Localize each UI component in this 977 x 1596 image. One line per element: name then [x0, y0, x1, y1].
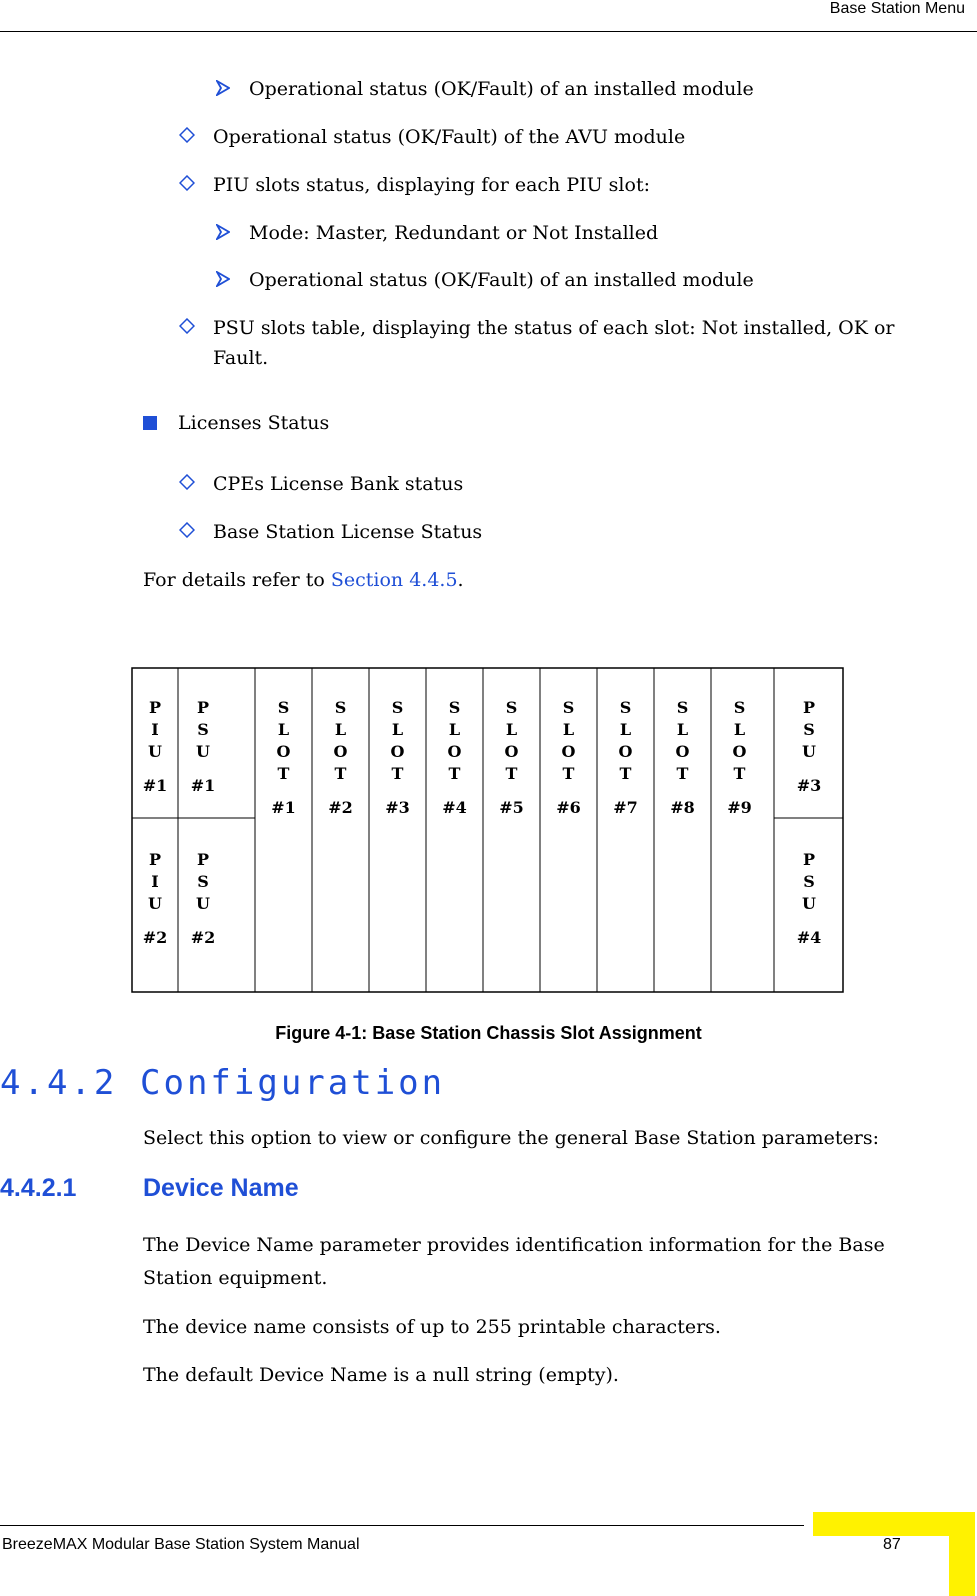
slot-8: S L O T #8: [670, 698, 695, 817]
psu-2-number: #2: [190, 928, 216, 947]
diamond-bullet-icon: [179, 175, 195, 191]
chassis-diagram: [131, 667, 844, 994]
psu-2: P S U #2: [190, 850, 216, 947]
header-rule: [0, 31, 977, 32]
bullet-licenses-status: Licenses Status: [178, 412, 330, 434]
section-heading: [0, 1063, 445, 1103]
details-paragraph: [143, 565, 464, 595]
slot-1: S L O T #1: [271, 698, 296, 817]
bullet-cpe-license: CPEs License Bank status: [213, 473, 464, 495]
details-prefix: For details refer to: [143, 569, 331, 591]
page-number: 87: [883, 1536, 901, 1553]
bullet-psu-slots: PSU slots table, displaying the status of each slot: Not installed, OK or Fault.: [213, 317, 895, 369]
section-intro: Select this option to view or configure the general Base Station parameters:: [143, 1127, 880, 1149]
piu-2-number: #2: [142, 928, 168, 947]
section-number: 4.4.2: [0, 1063, 118, 1103]
footer-rule: [0, 1525, 804, 1526]
diamond-bullet-icon: [179, 522, 195, 538]
piu-1-number: #1: [142, 776, 168, 795]
footer-highlight-tab: [949, 1536, 975, 1596]
slot-5-number: #5: [499, 798, 524, 817]
subsection-heading: [0, 1174, 299, 1203]
diamond-bullet-icon: [179, 127, 195, 143]
slot-4-number: #4: [442, 798, 467, 817]
footer-title: BreezeMAX Modular Base Station System Manual: [2, 1536, 360, 1553]
arrow-bullet-icon: [216, 224, 230, 240]
psu-1: P S U #1: [190, 698, 216, 795]
device-name-paragraph-1: The Device Name parameter provides identification information for the Base Station equipment.: [143, 1234, 885, 1289]
details-suffix: .: [457, 569, 464, 591]
piu-2: P I U #2: [142, 850, 168, 947]
slot-1-number: #1: [271, 798, 296, 817]
psu-1-number: #1: [190, 776, 216, 795]
diamond-bullet-icon: [179, 318, 195, 334]
slot-5: S L O T #5: [499, 698, 524, 817]
slot-9: S L O T #9: [727, 698, 752, 817]
psu-3: P S U #3: [796, 698, 822, 795]
subsection-title: Device Name: [143, 1174, 299, 1202]
device-name-paragraph-3: The default Device Name is a null string (empty).: [143, 1364, 619, 1386]
bullet-installed-module-1: Operational status (OK/Fault) of an installed module: [249, 78, 754, 100]
bullet-avu-status: Operational status (OK/Fault) of the AVU module: [213, 126, 686, 148]
bullet-bs-license: Base Station License Status: [213, 521, 483, 543]
slot-7: S L O T #7: [613, 698, 638, 817]
subsection-number: 4.4.2.1: [0, 1174, 77, 1202]
arrow-bullet-icon: [216, 80, 230, 96]
arrow-bullet-icon: [216, 271, 230, 287]
bullet-mode: Mode: Master, Redundant or Not Installed: [249, 222, 659, 244]
square-bullet-icon: [143, 416, 157, 430]
section-link[interactable]: Section 4.4.5: [330, 569, 458, 591]
bullet-piu-slots: PIU slots status, displaying for each PIU slot:: [213, 174, 650, 196]
slot-4: S L O T #4: [442, 698, 467, 817]
device-name-paragraph-2: The device name consists of up to 255 printable characters.: [143, 1316, 721, 1338]
slot-9-number: #9: [727, 798, 752, 817]
slot-6-number: #6: [556, 798, 581, 817]
piu-1: P I U #1: [142, 698, 168, 795]
running-header: Base Station Menu: [829, 0, 965, 17]
slot-8-number: #8: [670, 798, 695, 817]
figure-caption: Figure 4-1: Base Station Chassis Slot Assignment: [275, 1023, 702, 1043]
bullet-installed-module-2: Operational status (OK/Fault) of an installed module: [249, 269, 754, 291]
slot-6: S L O T #6: [556, 698, 581, 817]
slot-3-number: #3: [385, 798, 410, 817]
slot-3: S L O T #3: [385, 698, 410, 817]
slot-2: S L O T #2: [328, 698, 353, 817]
section-title: Configuration: [140, 1063, 446, 1103]
slot-7-number: #7: [613, 798, 638, 817]
psu-4: P S U #4: [796, 850, 822, 947]
diamond-bullet-icon: [179, 474, 195, 490]
psu-3-number: #3: [796, 776, 822, 795]
footer-highlight-bar: [813, 1512, 975, 1536]
slot-2-number: #2: [328, 798, 353, 817]
psu-4-number: #4: [796, 928, 822, 947]
